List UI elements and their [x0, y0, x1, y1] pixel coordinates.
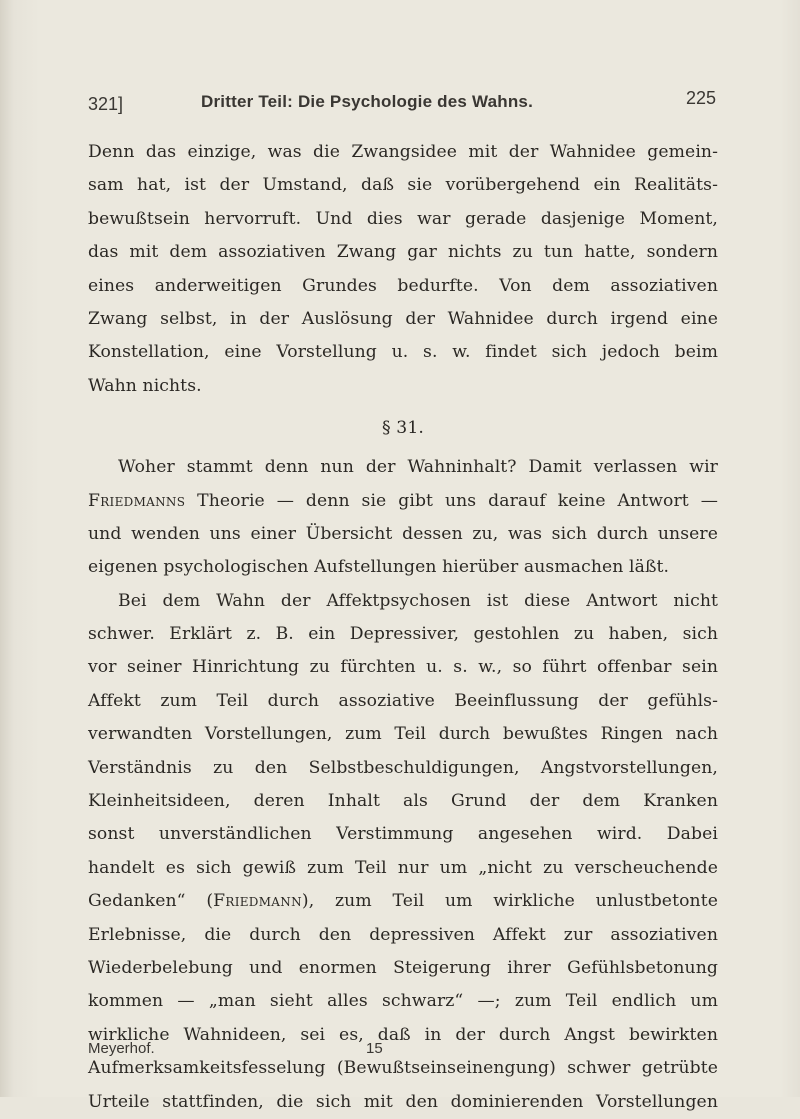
text-line: handelt es sich gewiß zum Teil nur um „nicht zu verscheuchende [88, 857, 718, 878]
text-line: Kleinheitsideen, deren Inhalt als Grund der dem Kranken [88, 791, 718, 812]
author-name: Friedmann [213, 891, 302, 912]
page-number-right: 225 [685, 88, 716, 108]
text-line: Urteile stattfinden, die sich mit den dominierenden Vorstellungen [88, 1091, 718, 1112]
text-line: Affekt zum Teil durch assoziative Beeinflussung der gefühls- [88, 690, 718, 711]
section-heading: § 31. [382, 418, 424, 439]
author-name: Friedmanns [88, 490, 186, 511]
sheet-number: 15 [366, 1040, 383, 1057]
body-text [88, 136, 718, 1119]
text-line: schwer. Erklärt z. B. ein Depressiver, gestohlen zu haben, sich [88, 624, 718, 645]
text-line: Zwang selbst, in der Auslösung der Wahnidee durch irgend eine [88, 308, 718, 329]
paragraph-1 [88, 136, 718, 403]
text-line: sam hat, ist der Umstand, daß sie vorübergehend ein Realitäts- [88, 175, 718, 196]
text-line: Aufmerksamkeitsfesselung (Bewußtseinseinengung) schwer getrübte [88, 1058, 718, 1079]
text-line: Wahn nichts. [88, 375, 202, 396]
text-line: wirkliche Wahnideen, sei es, daß in der durch Angst bewirkten [88, 1024, 718, 1045]
running-title: Dritter Teil: Die Psychologie des Wahns. [201, 92, 534, 111]
text-line: Verständnis zu den Selbstbeschuldigungen, Angstvorstellungen, [88, 757, 718, 778]
text-line: eigenen psychologischen Aufstellungen hierüber ausmachen läßt. [88, 557, 670, 578]
text-line: kommen — „man sieht alles schwarz“ —; zum Teil endlich um [88, 991, 718, 1012]
text-fragment: ), zum Teil um wirkliche unlustbetonte [301, 891, 718, 912]
text-fragment: Gedanken“ ( [88, 891, 214, 912]
text-line: Wiederbelebung und enormen Steigerung ihrer Gefühlsbetonung [88, 957, 718, 978]
text-line [88, 485, 718, 518]
text-line: Bei dem Wahn der Affektpsychosen ist diese Antwort nicht [118, 590, 718, 611]
text-line: das mit dem assoziativen Zwang gar nichts zu tun hatte, sondern [88, 242, 718, 263]
text-line: und wenden uns einer Übersicht dessen zu, was sich durch unsere [88, 523, 718, 544]
text-line [88, 885, 718, 918]
text-line: Konstellation, eine Vorstellung u. s. w. findet sich jedoch beim [88, 342, 718, 363]
text-line: Woher stammt denn nun der Wahninhalt? Damit verlassen wir [118, 457, 718, 478]
paragraph-2 [88, 451, 718, 585]
paragraph-3 [88, 585, 718, 1119]
text-line: verwandten Vorstellungen, zum Teil durch bewußtes Ringen nach [88, 724, 718, 745]
page-footer [88, 1040, 718, 1064]
printer-signature: Meyerhof. [88, 1040, 155, 1057]
text-line: Denn das einzige, was die Zwangsidee mit der Wahnidee gemein- [88, 142, 718, 162]
text-line: bewußtsein hervorruft. Und dies war gerade dasjenige Moment, [88, 208, 718, 229]
text-line: Erlebnisse, die durch den depressiven Affekt zur assoziativen [88, 924, 718, 945]
text-line: vor seiner Hinrichtung zu fürchten u. s. w., so führt offenbar sein [88, 657, 718, 678]
text-line: sonst unverständlichen Verstimmung angesehen wird. Dabei [88, 824, 718, 845]
text-line: eines anderweitigen Grundes bedurfte. Von dem assoziativen [88, 275, 718, 296]
page-number-left: 321] [88, 94, 124, 114]
text-fragment: Theorie — denn sie gibt uns darauf keine Antwort — [185, 490, 718, 511]
running-header [88, 88, 716, 118]
